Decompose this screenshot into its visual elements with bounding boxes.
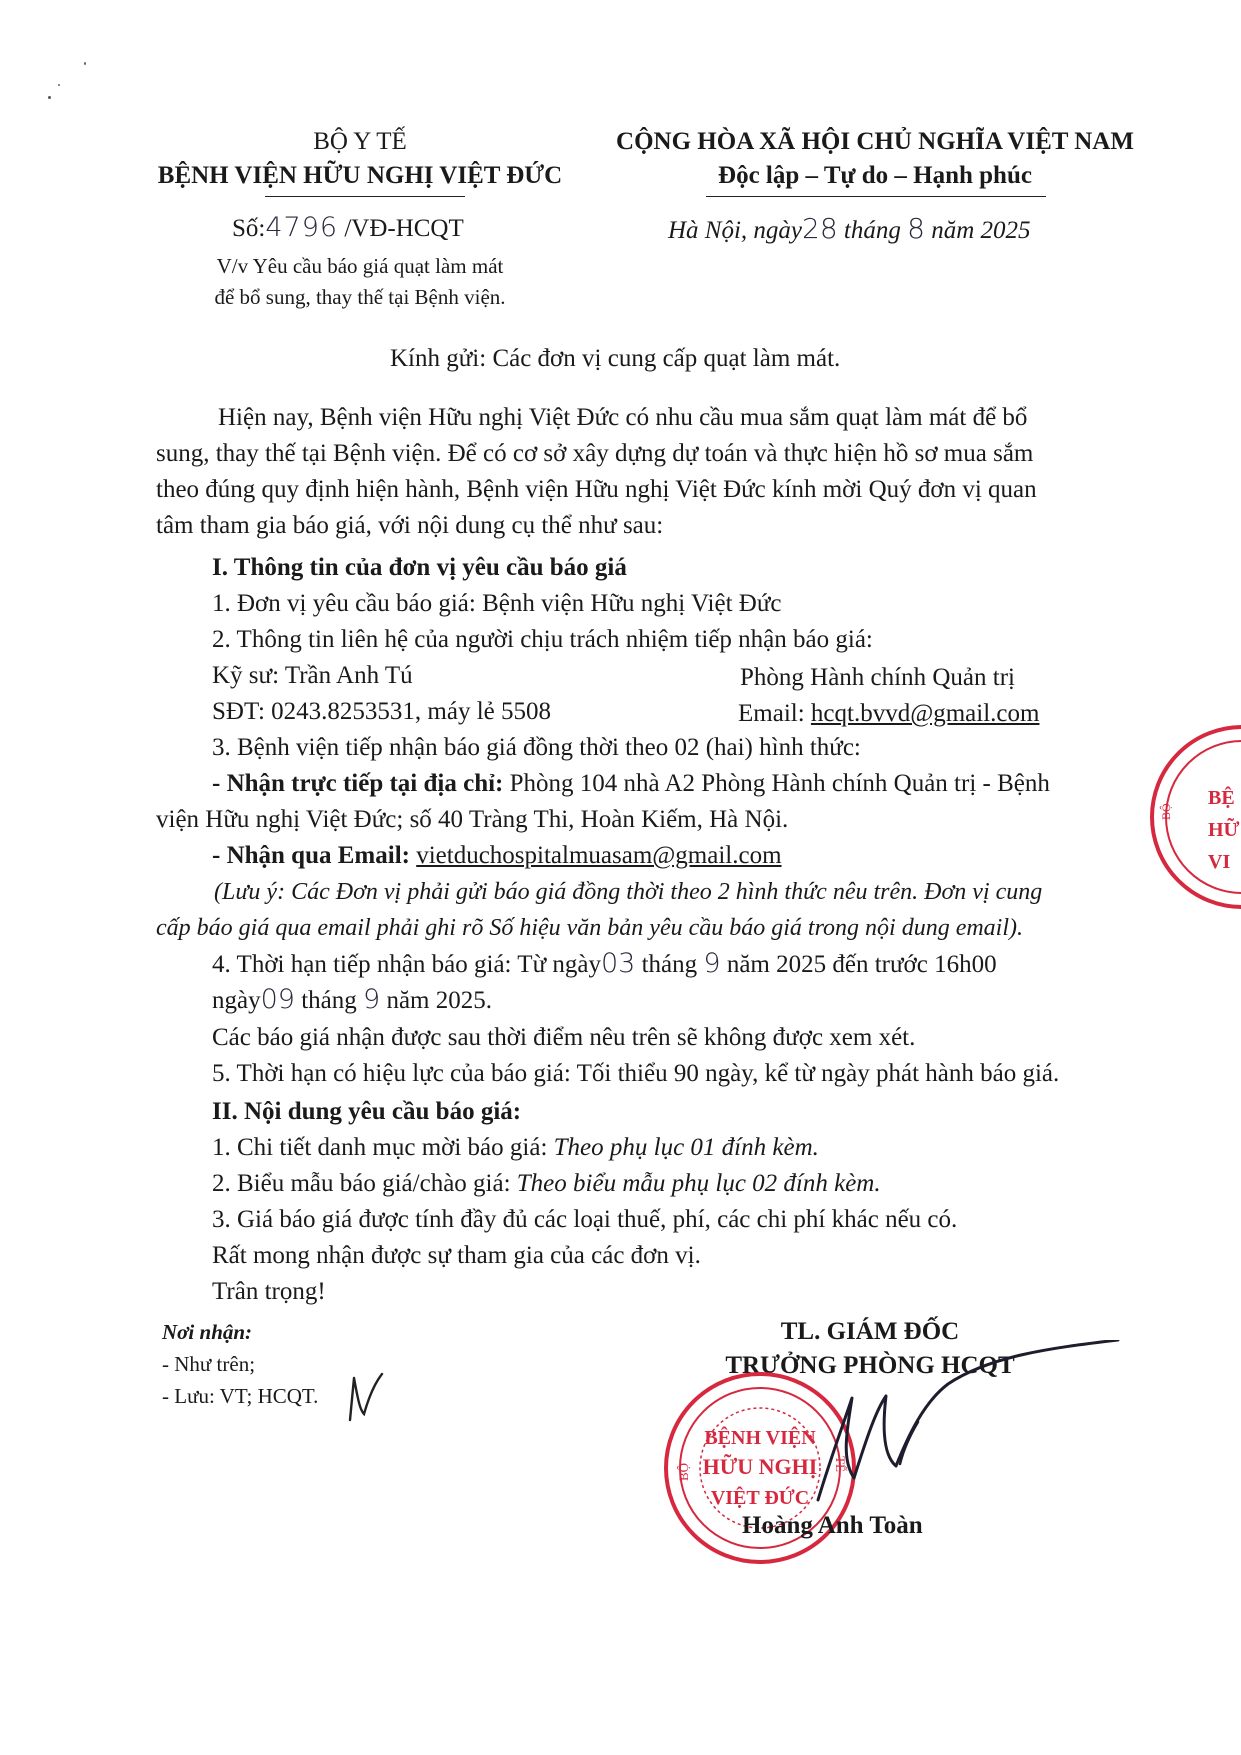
- direct-delivery-line-2: viện Hữu nghị Việt Đức; số 40 Tràng Thi, Hoàn Kiếm, Hà Nội.: [156, 806, 789, 833]
- signature-title-1: TL. GIÁM ĐỐC: [780, 1318, 960, 1345]
- section-2-item-3: 3. Giá báo giá được tính đầy đủ các loại thuế, phí, các chi phí khác nếu có.: [212, 1206, 958, 1233]
- intro-line-1: Hiện nay, Bệnh viện Hữu nghị Việt Đức có nhu cầu mua sắm quạt làm mát để bổ: [218, 404, 1028, 431]
- subject-line-1: V/v Yêu cầu báo giá quạt làm mát: [216, 254, 504, 278]
- seal-text-2: HỮU NGHỊ: [702, 1454, 818, 1479]
- date-day-handwritten: 28: [802, 212, 838, 245]
- email-delivery-row: [212, 838, 782, 874]
- email-delivery-label: - Nhận qua Email:: [212, 842, 410, 869]
- deadline-text-e: tháng: [294, 987, 364, 1014]
- section-1-title: I. Thông tin của đơn vị yêu cầu báo giá: [212, 554, 627, 581]
- date-prefix: Hà Nội, ngày: [668, 217, 803, 244]
- seal-rim-right: TẾ: [833, 1456, 848, 1472]
- seal-text-3: VIỆT ĐỨC: [710, 1487, 810, 1509]
- document-number: [232, 212, 464, 243]
- deadline-end-day-handwritten: 09: [260, 984, 295, 1015]
- country-name: CỘNG HÒA XÃ HỘI CHỦ NGHĨA VIỆT NAM: [616, 128, 1134, 155]
- contact-email-label: Email:: [738, 700, 811, 727]
- recipient-1: - Như trên;: [162, 1352, 256, 1376]
- recipients-title: Nơi nhận:: [162, 1320, 253, 1344]
- deadline-end-month-handwritten: 9: [363, 984, 381, 1015]
- scan-speck: [84, 62, 86, 65]
- recipient-2: - Lưu: VT; HCQT.: [162, 1384, 319, 1408]
- signature-scribble: [800, 1340, 1130, 1510]
- hospital-name: BỆNH VIỆN HỮU NGHỊ VIỆT ĐỨC: [157, 162, 563, 189]
- scan-speck: [48, 96, 51, 99]
- signer-name: Hoàng Anh Toàn: [742, 1512, 923, 1539]
- side-seal-text-2: HỮ: [1208, 819, 1240, 841]
- contact-email-row: [738, 696, 1039, 732]
- section-2-item-1: [212, 1130, 819, 1166]
- intro-line-4: tâm tham gia báo giá, với nội dung cụ thể như sau:: [156, 512, 664, 539]
- ministry-name: BỘ Y TẾ: [313, 128, 407, 155]
- contact-email-link[interactable]: hcqt.bvvd@gmail.com: [810, 700, 1040, 727]
- deadline-line-1: [212, 946, 997, 983]
- section-2-item-1-label: 1. Chi tiết danh mục mời báo giá:: [212, 1134, 554, 1161]
- section-1-item-3: 3. Bệnh viện tiếp nhận báo giá đồng thời theo 02 (hai) hình thức:: [212, 734, 861, 761]
- note-line-1: (Lưu ý: Các Đơn vị phải gửi báo giá đồng thời theo 2 hình thức nêu trên. Đơn vị cung: [214, 879, 1043, 905]
- section-2-title: II. Nội dung yêu cầu báo giá:: [212, 1098, 522, 1125]
- deadline-text-c: năm 2025 đến trước 16h00: [720, 951, 997, 978]
- signature-title-2: TRƯỞNG PHÒNG HCQT: [725, 1352, 1015, 1379]
- contact-phone: SĐT: 0243.8253531, máy lẻ 5508: [212, 698, 552, 725]
- seal-text-1: BỆNH VIỆN: [704, 1427, 816, 1449]
- deadline-text-a: 4. Thời hạn tiếp nhận báo giá: Từ ngày: [212, 951, 601, 978]
- direct-delivery-line-1: [212, 766, 1050, 802]
- direct-delivery-text: Phòng 104 nhà A2 Phòng Hành chính Quản trị - Bệnh: [503, 770, 1050, 797]
- hospital-underline: [265, 196, 465, 197]
- deadline-text-f: năm 2025.: [380, 987, 492, 1014]
- motto-underline: [706, 196, 1046, 197]
- deadline-start-day-handwritten: 03: [600, 948, 636, 979]
- doc-number-suffix: /VĐ-HCQT: [338, 215, 464, 242]
- seal-rim-left: BỘ: [676, 1462, 691, 1482]
- direct-delivery-label: - Nhận trực tiếp tại địa chỉ:: [212, 770, 504, 797]
- motto: Độc lập – Tự do – Hạnh phúc: [718, 162, 1032, 189]
- intro-line-2: sung, thay thế tại Bệnh viện. Để có cơ sở xây dựng dự toán và thực hiện hồ sơ mua sắm: [156, 440, 1034, 467]
- deadline-line-2: [212, 982, 492, 1019]
- side-seal-icon: [1142, 724, 1241, 910]
- date-month-word: tháng: [837, 217, 908, 244]
- side-seal-text-1: BỆ: [1208, 787, 1235, 809]
- date-month-handwritten: 8: [907, 212, 925, 245]
- deadline-text-d: ngày: [212, 987, 261, 1014]
- side-seal-text-3: VI: [1208, 851, 1231, 873]
- deadline-text-b: tháng: [635, 951, 704, 978]
- scan-speck: [58, 84, 60, 86]
- deadline-note: Các báo giá nhận được sau thời điểm nêu trên sẽ không được xem xét.: [212, 1024, 916, 1051]
- issue-date: [668, 212, 1031, 245]
- doc-number-prefix: Số:: [232, 215, 266, 242]
- section-1-item-2: 2. Thông tin liên hệ của người chịu trách nhiệm tiếp nhận báo giá:: [212, 626, 873, 653]
- subject-line-2: để bổ sung, thay thế tại Bệnh viện.: [214, 285, 506, 309]
- intro-line-3: theo đúng quy định hiện hành, Bệnh viện Hữu nghị Việt Đức kính mời Quý đơn vị quan: [156, 476, 1037, 503]
- note-line-2: cấp báo giá qua email phải ghi rõ Số hiệu văn bản yêu cầu báo giá trong nội dung email).: [156, 915, 1024, 941]
- section-2-item-2-value: Theo biểu mẫu phụ lục 02 đính kèm.: [516, 1170, 881, 1197]
- section-2-item-1-value: Theo phụ lục 01 đính kèm.: [553, 1134, 819, 1161]
- greeting: Kính gửi: Các đơn vị cung cấp quạt làm mát.: [390, 345, 841, 372]
- email-delivery-link[interactable]: vietduchospitalmuasam@gmail.com: [416, 842, 782, 869]
- deadline-start-month-handwritten: 9: [703, 948, 721, 979]
- contact-name: Kỹ sư: Trần Anh Tú: [212, 662, 413, 689]
- closing-line-1: Rất mong nhận được sự tham gia của các đơn vị.: [212, 1242, 701, 1269]
- section-1-item-5: 5. Thời hạn có hiệu lực của báo giá: Tối thiểu 90 ngày, kể từ ngày phát hành báo giá.: [212, 1060, 1060, 1087]
- closing-line-2: Trân trọng!: [212, 1278, 326, 1305]
- date-year: năm 2025: [924, 217, 1031, 244]
- contact-department: Phòng Hành chính Quản trị: [740, 664, 1015, 691]
- initials-mark: [344, 1370, 388, 1422]
- section-2-item-2-label: 2. Biểu mẫu báo giá/chào giá:: [212, 1170, 517, 1197]
- section-2-item-2: [212, 1166, 881, 1202]
- section-1-item-1: 1. Đơn vị yêu cầu báo giá: Bệnh viện Hữu nghị Việt Đức: [212, 590, 782, 617]
- side-seal-rim: BỘ: [1159, 803, 1173, 820]
- doc-number-handwritten: 4796: [265, 212, 339, 243]
